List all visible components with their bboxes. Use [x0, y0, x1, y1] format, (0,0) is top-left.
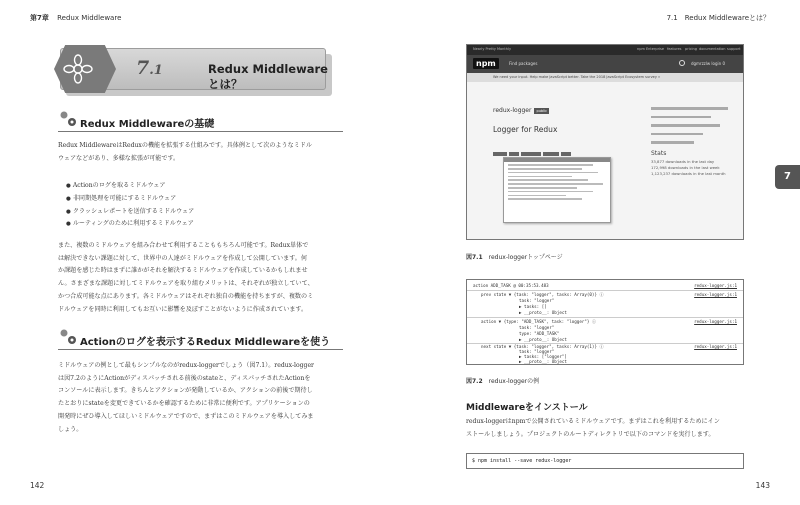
section-heading-basics: Redux Middlewareの基礎	[58, 112, 343, 132]
chapter-tab: 7	[775, 165, 800, 189]
install-heading: Middlewareをインストール	[466, 403, 588, 413]
section-bullet-icon	[58, 110, 78, 128]
combination-paragraph: また、複数のミドルウェアを組み合わせて利用することももちろん可能です。Redux単体で は解決できない課題に対して、世界中の人達がミドルウェアを作成して公開しています。何 か課題を感じた時はまずに誰かがそれを解決するミドルウェアを作成しているかもしれませ ん。さまざまな課題に対してミドルウェアを取り組むメリットは、それぞれが独立していて、 かつ合成可能な点にあります。各ミドルウェアはそれぞれ独自の機能を持ちますが、複数のミ ドルウェアを同時に利用してもお互いに影響を及ぼすことがないように作成されています。	[58, 242, 314, 313]
list-item: ● Actionのログを取るミドルウェア	[66, 180, 194, 193]
page-number-left: 142	[30, 481, 45, 490]
chapter-number: 7.1	[136, 57, 163, 79]
list-item: ● ルーティングのために利用するミドルウェア	[66, 218, 194, 231]
intro-paragraph: Redux MiddlewareはReduxの機能を拡張する仕組みです。具体例として次のようなミドル ウェアなどがあり、多様な拡張が可能です。	[58, 142, 312, 162]
list-item: ● クラッシュレポートを送信するミドルウェア	[66, 206, 194, 219]
page-number-right: 143	[755, 481, 770, 490]
figure-logger-output: action ADD_TASK @ 00:35:53.483 redux-logger.js:1 prev state ▼ {task: "logger", tasks: Array(0)} ⓘ redux-logger.js:1 task: "logger" ▶ tasks: [] ▶ __proto__: Object action ▼ {type: "ADD_TASK", task: "logger"} ⓘ redux-logger.js:1 task: "logger" type: "ADD_TASK" ▶ __proto__: Object next state ▼ {task: "logger", tasks: Array(1)} ⓘ redux-logger.js:1 task: "logger" ▶ tasks: ["logger"] ▶ __proto__: Object	[466, 279, 744, 365]
flower-icon	[62, 53, 94, 85]
install-command: $ npm install --save redux-logger	[466, 453, 744, 469]
middleware-list	[66, 180, 194, 231]
running-head-right: 7.1 Redux Middlewareとは？	[666, 14, 770, 22]
install-paragraph: redux-loggerはnpmで公開されているミドルウェアです。まずはこれを利用するためにイン ストールしましょう。プロジェクトのルートディレクトリで以下のコマンドを実行します。	[466, 418, 720, 438]
running-head-left: 第7章 Redux Middleware	[30, 14, 122, 22]
chapter-banner	[60, 48, 332, 96]
figure-caption-7-1: 図7.1 redux-loggerトップページ	[466, 254, 563, 261]
section-bullet-icon	[58, 328, 78, 346]
console-screenshot	[503, 157, 611, 223]
package-sidebar: Stats 33,877 downloads in the last day 172,998 downloads in the last week 1,123,237 downloads in the last month	[651, 107, 737, 177]
npm-logo: npm	[473, 58, 499, 69]
banner-badge	[54, 45, 116, 93]
section-heading-logger: Actionのログを表示するRedux Middlewareを使う	[58, 330, 343, 350]
search-input: Find packages	[509, 61, 538, 66]
logger-paragraph: ミドルウェアの例として最もシンプルなのがredux-loggerでしょう（図7.1）。redux-logger は図7.2のようにActionがディスパッチされる前後のstateと、ディスパッチされたActionを コンソールに表示します。きちんとアクションが発動しているか、アクションの前後で期待し たとおりにstateを変更できているかを確認するために非常に便利です。アプリケーションの 開発時にぜひ導入してほしいミドルウェアですので、まずはこのミドルウェアを導入してみま しょう。	[58, 362, 314, 433]
list-item: ● 非同期処理を可能にするミドルウェア	[66, 193, 194, 206]
chapter-title: Redux Middlewareとは？	[208, 62, 328, 91]
right-page	[400, 0, 800, 505]
package-name: redux-logger public	[493, 107, 547, 114]
figure-caption-7-2: 図7.2 redux-loggerの例	[466, 378, 540, 385]
figure-npm-page: Nearly Pretty Monthly npm Enterprise features pricing documentation support npm Find packages dgmrzzlw login 0 We need your input. Help make JavaScript better. Take the 2018 JavaScript Ecosystem survey » redux-logger public Logger for Redux Stats 33,877 downloads in the last day 172,998 downloads in the last week 1,123,237 downloads in the last month	[466, 44, 744, 240]
search-icon	[679, 60, 685, 66]
